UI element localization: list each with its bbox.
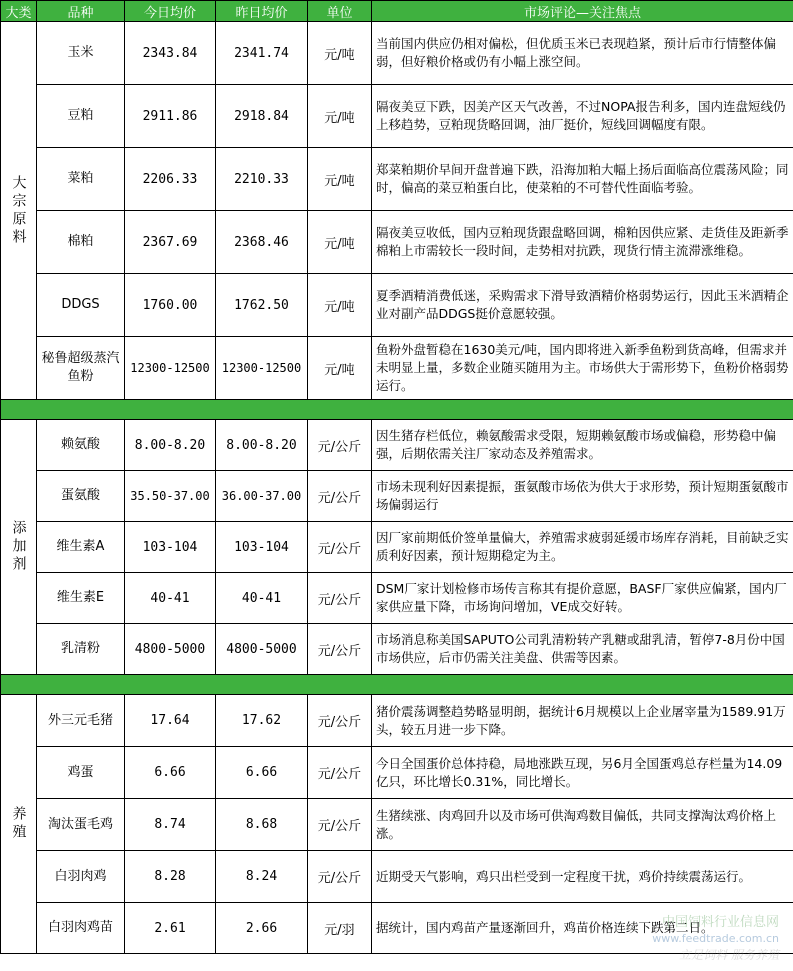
unit-cell: 元/公斤 [308,471,372,522]
watermark-slogan: 立足饲料 服务养殖 [679,948,779,962]
today-price-cell: 103-104 [125,522,216,573]
today-price-cell: 4800-5000 [125,624,216,675]
table-row [1,274,793,337]
table-row [1,851,793,903]
unit-cell: 元/公斤 [308,420,372,471]
category-cell: 添加剂 [1,420,37,675]
comment-cell: 市场未现利好因素提振，蛋氨酸市场依为供大于求形势，预计短期蛋氨酸市场偏弱运行 [372,471,793,522]
comment-cell: 因生猪存栏低位，赖氨酸需求受限，短期赖氨酸市场或偏稳，形势稳中偏强，后期依需关注厂家动态及养殖需求。 [372,420,793,471]
variety-cell: 赖氨酸 [37,420,125,471]
table-row [1,211,793,274]
comment-cell: DSM厂家计划检修市场传言称其有提价意愿，BASF厂家供应偏紧，国内厂家供应量下降，市场询问增加，VE成交好转。 [372,573,793,624]
today-price-cell: 12300-12500 [125,337,216,400]
header-yesterday-avg: 昨日均价 [216,1,308,22]
comment-cell: 鱼粉外盘暂稳在1630美元/吨，国内即将进入新季鱼粉到货高峰，但需求并未明显上量，多数企业随买随用为主。市场供大于需形势下，鱼粉价格弱势运行。 [372,337,793,400]
header-today-avg: 今日均价 [125,1,216,22]
table-row [1,85,793,148]
variety-cell: 菜粕 [37,148,125,211]
comment-cell: 夏季酒精消费低迷，采购需求下滑导致酒精价格弱势运行，因此玉米酒精企业对副产品DDGS挺价意愿较强。 [372,274,793,337]
unit-cell: 元/吨 [308,274,372,337]
variety-cell: 淘汰蛋毛鸡 [37,799,125,851]
today-price-cell: 6.66 [125,747,216,799]
variety-cell: 蛋氨酸 [37,471,125,522]
header-row [1,1,793,22]
yesterday-price-cell: 4800-5000 [216,624,308,675]
today-price-cell: 2343.84 [125,22,216,85]
unit-cell: 元/公斤 [308,695,372,747]
comment-cell: 隔夜美豆收低，国内豆粕现货跟盘略回调，棉粕因供应紧、走货佳及距新季棉粕上市需较长一段时间，走势相对抗跌，现货行情主流滞涨维稳。 [372,211,793,274]
today-price-cell: 8.74 [125,799,216,851]
yesterday-price-cell: 103-104 [216,522,308,573]
comment-cell: 生猪续涨、肉鸡回升以及市场可供淘鸡数目偏低，共同支撑淘汰鸡价格上涨。 [372,799,793,851]
section-separator [1,400,793,420]
today-price-cell: 35.50-37.00 [125,471,216,522]
today-price-cell: 2206.33 [125,148,216,211]
unit-cell: 元/公斤 [308,573,372,624]
unit-cell: 元/公斤 [308,522,372,573]
unit-cell: 元/公斤 [308,624,372,675]
header-variety: 品种 [37,1,125,22]
comment-cell: 隔夜美豆下跌，因美产区天气改善，不过NOPA报告利多，国内连盘短线仍上移趋势，豆粕现货略回调，油厂挺价，短线回调幅度有限。 [372,85,793,148]
yesterday-price-cell: 2918.84 [216,85,308,148]
comment-cell: 据统计，国内鸡苗产量逐渐回升，鸡苗价格连续下跌第二日。 [372,903,793,954]
yesterday-price-cell: 6.66 [216,747,308,799]
comment-cell: 郑菜粕期价早间开盘普遍下跌，沿海加粕大幅上扬后面临高位震荡风险；同时，偏高的菜豆粕蛋白比，使菜粕的不可替代性面临考验。 [372,148,793,211]
variety-cell: 乳清粉 [37,624,125,675]
variety-cell: DDGS [37,274,125,337]
variety-cell: 白羽肉鸡 [37,851,125,903]
today-price-cell: 8.28 [125,851,216,903]
yesterday-price-cell: 1762.50 [216,274,308,337]
yesterday-price-cell: 17.62 [216,695,308,747]
yesterday-price-cell: 8.24 [216,851,308,903]
today-price-cell: 40-41 [125,573,216,624]
section-separator [1,675,793,695]
table-row [1,471,793,522]
yesterday-price-cell: 12300-12500 [216,337,308,400]
table-row [1,22,793,85]
watermark-title: 中国饲料行业信息网 [661,915,779,930]
yesterday-price-cell: 8.68 [216,799,308,851]
comment-cell: 近期受天气影响，鸡只出栏受到一定程度干扰，鸡价持续震荡运行。 [372,851,793,903]
variety-cell: 鸡蛋 [37,747,125,799]
today-price-cell: 2367.69 [125,211,216,274]
category-cell: 大宗原料 [1,22,37,400]
variety-cell: 外三元毛猪 [37,695,125,747]
comment-cell: 今日全国蛋价总体持稳，局地涨跌互现，另6月全国蛋鸡总存栏量为14.09亿只，环比增长0.31%，同比增长。 [372,747,793,799]
comment-cell: 猪价震荡调整趋势略显明朗，据统计6月规模以上企业屠宰量为1589.91万头，较五月进一步下降。 [372,695,793,747]
table-row [1,799,793,851]
category-cell: 养殖 [1,695,37,954]
unit-cell: 元/公斤 [308,747,372,799]
yesterday-price-cell: 36.00-37.00 [216,471,308,522]
unit-cell: 元/吨 [308,148,372,211]
yesterday-price-cell: 2.66 [216,903,308,954]
unit-cell: 元/吨 [308,211,372,274]
yesterday-price-cell: 2341.74 [216,22,308,85]
variety-cell: 豆粕 [37,85,125,148]
today-price-cell: 8.00-8.20 [125,420,216,471]
today-price-cell: 2911.86 [125,85,216,148]
table-row [1,695,793,747]
variety-cell: 秘鲁超级蒸汽鱼粉 [37,337,125,400]
variety-cell: 白羽肉鸡苗 [37,903,125,954]
today-price-cell: 1760.00 [125,274,216,337]
today-price-cell: 17.64 [125,695,216,747]
table-row [1,747,793,799]
unit-cell: 元/吨 [308,22,372,85]
yesterday-price-cell: 2368.46 [216,211,308,274]
table-row [1,573,793,624]
header-unit: 单位 [308,1,372,22]
unit-cell: 元/羽 [308,903,372,954]
header-comment: 市场评论—关注焦点 [372,1,793,22]
variety-cell: 维生素E [37,573,125,624]
table-row [1,522,793,573]
comment-cell: 市场消息称美国SAPUTO公司乳清粉转产乳糖或甜乳清，暂停7-8月份中国市场供应，后市仍需关注美盘、供需等因素。 [372,624,793,675]
yesterday-price-cell: 8.00-8.20 [216,420,308,471]
yesterday-price-cell: 40-41 [216,573,308,624]
unit-cell: 元/吨 [308,337,372,400]
comment-cell: 因厂家前期低价签单量偏大，养殖需求疲弱延缓市场库存消耗，目前缺乏实质利好因素，预计短期稳定为主。 [372,522,793,573]
table-row [1,420,793,471]
table-row [1,903,793,954]
variety-cell: 棉粕 [37,211,125,274]
table-row [1,148,793,211]
variety-cell: 玉米 [37,22,125,85]
comment-cell: 当前国内供应仍相对偏松，但优质玉米已表现趋紧，预计后市行情整体偏弱，但好粮价格或仍有小幅上涨空间。 [372,22,793,85]
watermark-url: www.feedtrade.com.cn [652,932,779,945]
today-price-cell: 2.61 [125,903,216,954]
unit-cell: 元/吨 [308,85,372,148]
header-category: 大类 [1,1,37,22]
variety-cell: 维生素A [37,522,125,573]
unit-cell: 元/公斤 [308,799,372,851]
yesterday-price-cell: 2210.33 [216,148,308,211]
table-row [1,337,793,400]
table-row [1,624,793,675]
unit-cell: 元/公斤 [308,851,372,903]
